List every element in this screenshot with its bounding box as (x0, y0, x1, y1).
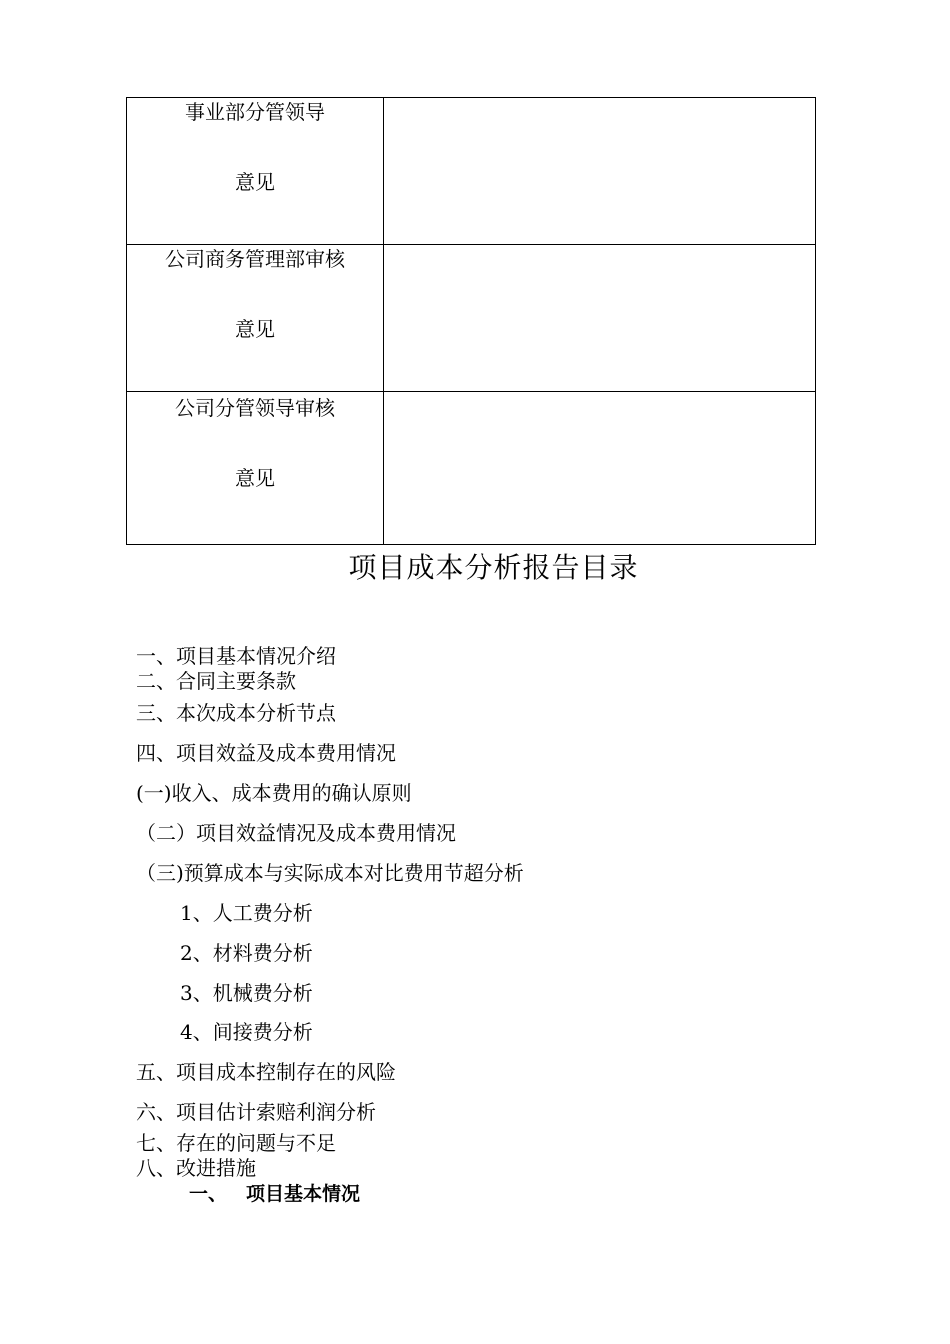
toc-item[interactable]: 三、本次成本分析节点 (136, 701, 336, 725)
toc-item[interactable]: 一、项目基本情况介绍 (136, 644, 336, 668)
document-title: 项目成本分析报告目录 (348, 551, 639, 584)
toc-item[interactable]: 4、间接费分析 (180, 1020, 313, 1044)
toc-item[interactable]: 六、项目估计索赔利润分析 (136, 1100, 376, 1124)
toc-item[interactable]: 八、改进措施 (136, 1156, 256, 1180)
approval-label: 公司商务管理部审核 (165, 247, 345, 271)
approval-label: 事业部分管领导 (185, 100, 325, 124)
toc-item[interactable]: （二）项目效益情况及成本费用情况 (136, 821, 456, 845)
toc-item[interactable]: 二、合同主要条款 (136, 669, 296, 693)
toc-item[interactable]: 五、项目成本控制存在的风险 (136, 1060, 396, 1084)
toc-item[interactable]: 四、项目效益及成本费用情况 (136, 741, 396, 765)
toc-item[interactable]: （三)预算成本与实际成本对比费用节超分析 (136, 861, 524, 885)
approval-label-suffix: 意见 (235, 466, 275, 490)
approval-label-suffix: 意见 (235, 170, 275, 194)
approval-label: 公司分管领导审核 (175, 396, 335, 420)
section-heading (189, 1181, 360, 1207)
toc-item[interactable]: 七、存在的问题与不足 (136, 1131, 336, 1155)
approval-label-suffix: 意见 (235, 317, 275, 341)
toc-item[interactable]: (一)收入、成本费用的确认原则 (136, 781, 412, 805)
toc-item[interactable]: 2、材料费分析 (180, 941, 313, 965)
section-heading-text: 项目基本情况 (246, 1183, 361, 1205)
toc-item[interactable]: 1、人工费分析 (180, 901, 313, 925)
toc-item[interactable]: 3、机械费分析 (180, 981, 313, 1005)
section-number: 一、 (189, 1183, 228, 1205)
